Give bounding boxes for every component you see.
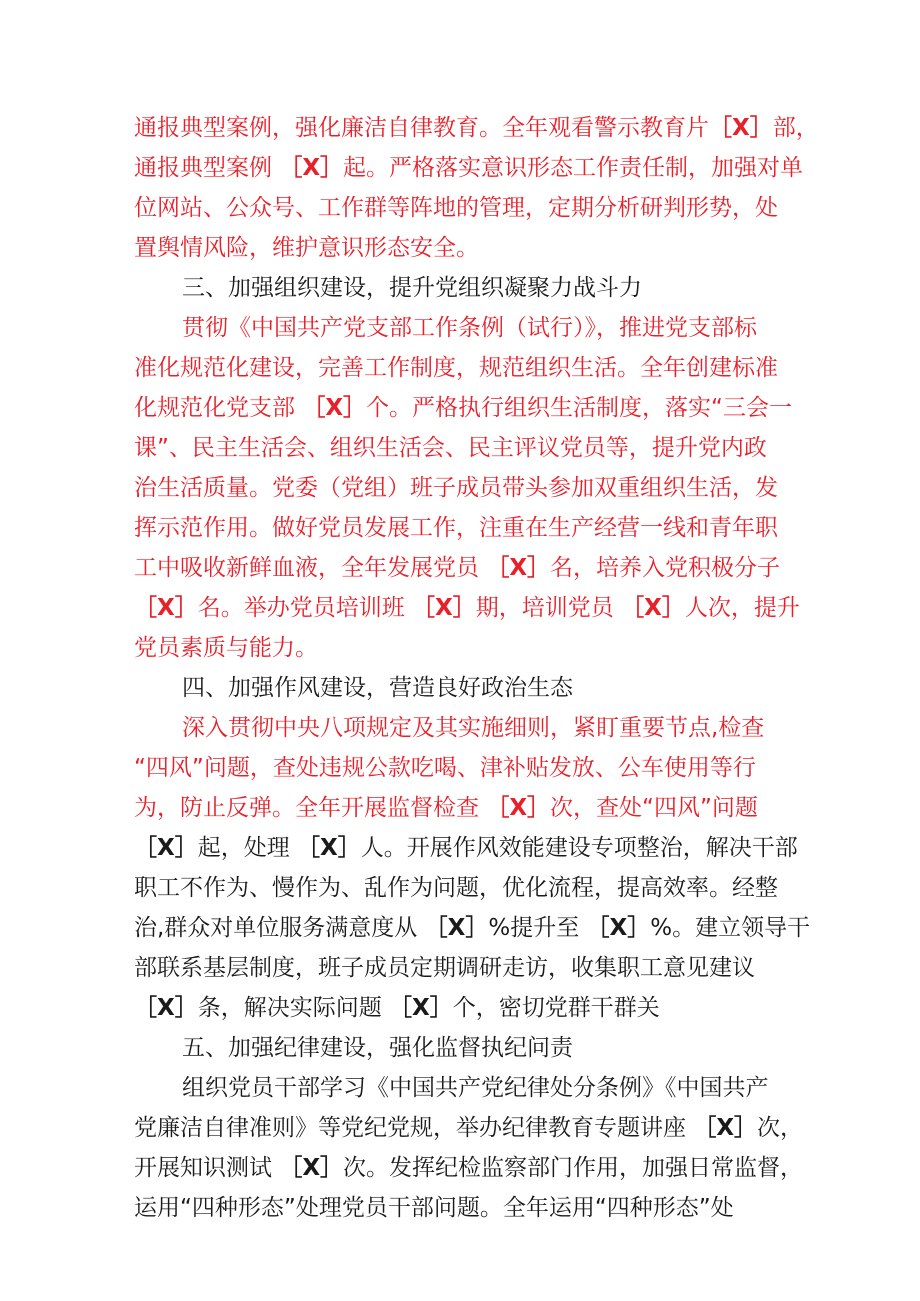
text-line: 部联系基层制度，班子成员定期调研走访，收集职工意见建议 [134,955,755,981]
placeholder-marker: ［X］ [302,395,367,421]
text-line: 组织党员干部学习《中国共产党纪律处分条例》《中国共产 [182,1075,769,1101]
text-line: 治生活质量。党委（党组）班子成员带头参加双重组织生活，发 [134,475,778,501]
text-line: 工中吸收新鲜血液，全年发展党员 ［X］名，培养入党积极分子 [134,555,781,581]
text-line: 通报典型案例 ［X］起。严格落实意识形态工作责任制，加强对单 [134,155,804,181]
text-line: 深入贯彻中央八项规定及其实施细则，紧盯重要节点,检查 [182,715,765,741]
placeholder-marker: ［X］ [279,1155,344,1181]
section-heading-5: 五、加强纪律建设，强化监督执纪问责 [182,1035,573,1061]
placeholder-marker: ［X］ [693,1115,758,1141]
text-line: 挥示范作用。做好党员发展工作，注重在生产经营一线和青年职 [134,515,778,541]
section-heading-3: 三、加强组织建设，提升党组织凝聚力战斗力 [182,275,642,301]
text-line: 贯彻《中国共产党支部工作条例（试行）》，推进党支部标 [182,315,757,341]
placeholder-marker: ［X］ [586,915,651,941]
placeholder-marker: ［X］ [389,995,453,1021]
text-line: ［X］条，解决实际问题 ［X］个，密切党群干群关 [134,995,660,1021]
text-line: ［X］名。举办党员培训班 ［X］期，培训党员 ［X］人次，提升 [134,595,800,621]
text-line: 治,群众对单位服务满意度从 ［X］%提升至 ［X］%。建立领导干 [134,915,811,941]
placeholder-marker: ［X］ [412,595,476,621]
placeholder-marker: ［X］ [621,595,685,621]
placeholder-marker: ［X］ [424,915,489,941]
text-line: 通报典型案例，强化廉洁自律教育。全年观看警示教育片［X］部， [134,115,819,141]
placeholder-marker: ［X］ [297,835,361,861]
text-line: ［X］起，处理 ［X］人。开展作风效能建设专项整治，解决干部 [134,835,798,861]
text-line: 党廉洁自律准则》等党纪党规，举办纪律教育专题讲座 ［X］次， [134,1115,804,1141]
placeholder-marker: ［X］ [134,595,198,621]
placeholder-marker: ［X］ [709,115,773,141]
section-heading-4: 四、加强作风建设，营造良好政治生态 [182,675,573,701]
text-line: 党员素质与能力。 [134,635,318,661]
text-line: 开展知识测试 ［X］次。发挥纪检监察部门作用，加强日常监督， [134,1155,804,1181]
placeholder-marker: ［X］ [134,835,198,861]
text-line: 化规范化党支部 ［X］个。严格执行组织生活制度，落实“三会一 [134,395,792,421]
placeholder-marker: ［X］ [486,795,551,821]
placeholder-marker: ［X］ [486,555,551,581]
text-line: “四风”问题，查处违规公款吃喝、津补贴发放、公车使用等行 [134,755,756,781]
text-line: 运用“四种形态”处理党员干部问题。全年运用“四种形态”处 [134,1195,734,1221]
text-line: 课”、民主生活会、组织生活会、民主评议党员等，提升党内政 [134,435,767,461]
placeholder-marker: ［X］ [134,995,198,1021]
text-line: 置舆情风险，维护意识形态安全。 [134,235,479,261]
text-line: 准化规范化建设，完善工作制度，规范组织生活。全年创建标准 [134,355,778,381]
placeholder-marker: ［X］ [279,155,344,181]
text-line: 位网站、公众号、工作群等阵地的管理，定期分析研判形势，处 [134,195,778,221]
text-line: 职工不作为、慢作为、乱作为问题，优化流程，提高效率。经整 [134,875,778,901]
text-line: 为，防止反弹。全年开展监督检查 ［X］次，查处“四风”问题 [134,795,758,821]
